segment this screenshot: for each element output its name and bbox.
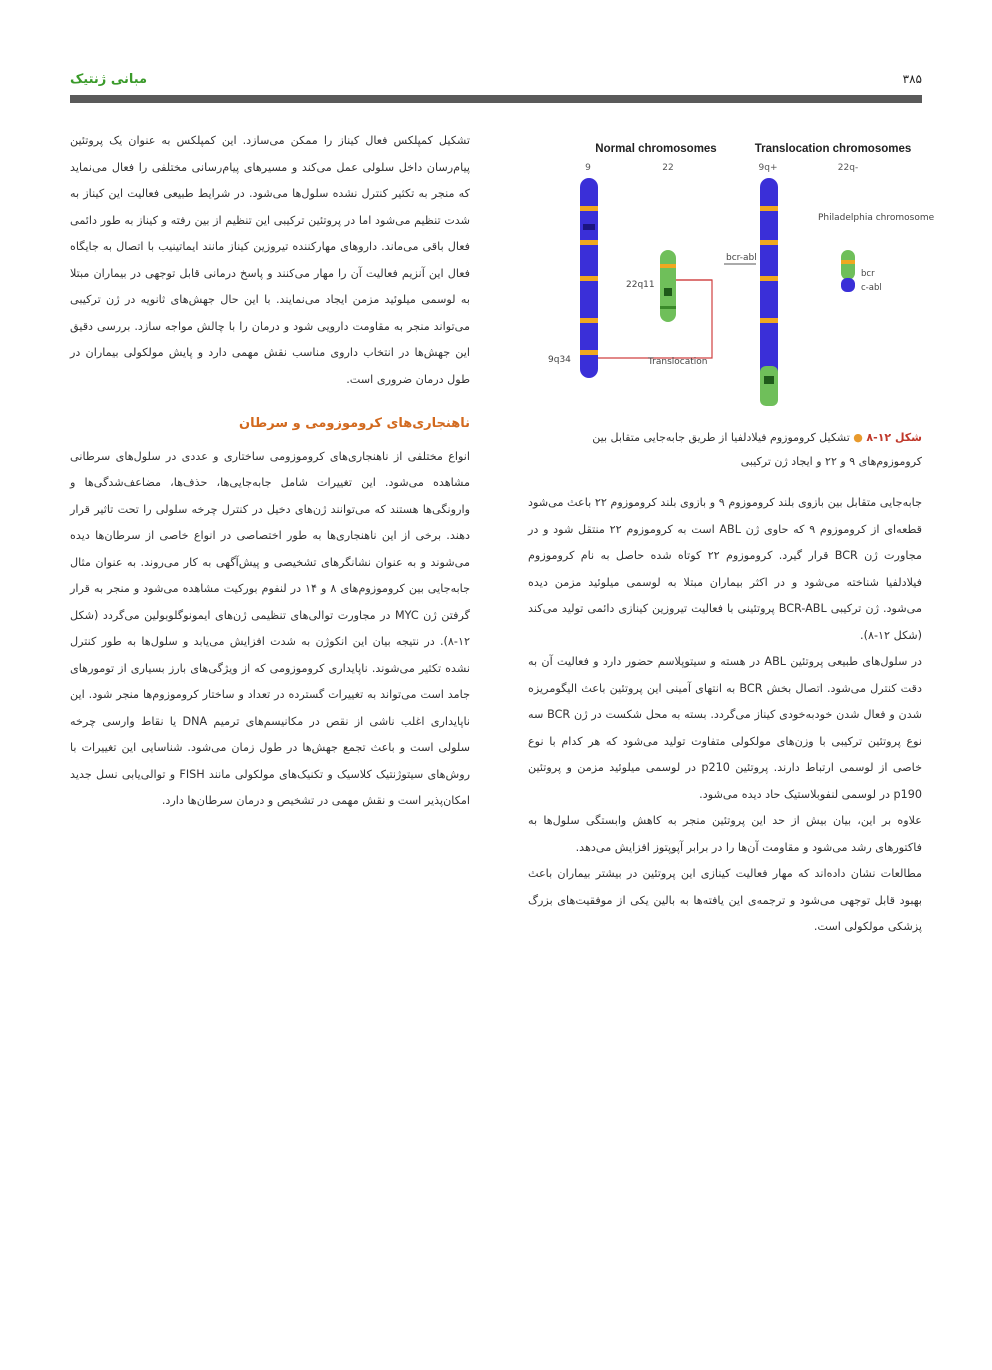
bcr-label: bcr xyxy=(861,269,875,279)
header-brand: مبانی ژنتیک xyxy=(70,72,148,87)
figure-caption xyxy=(528,426,922,474)
translocation-connector xyxy=(598,280,712,358)
right-paragraph-4: مطالعات نشان داده‌اند که مهار فعالیت کینازی این پروتئین در بیشتر بیماران باعث بهبود قابل توجهی می‌شود و ترجمه‌ی این یافته‌ها به بالین یکی از موفقیت‌های بزرگ پزشکی مولکولی است. xyxy=(528,867,922,933)
chromosome-figure xyxy=(528,128,935,418)
fusion-label: bcr-abl xyxy=(726,253,757,263)
chromosome-9q-plus xyxy=(760,178,778,406)
abl-label: c-abl xyxy=(861,283,882,293)
chromosome-9 xyxy=(580,178,598,378)
breakpoint-label-22: 22q11 xyxy=(626,280,655,290)
chrom-label-22q-minus: 22q- xyxy=(837,163,859,173)
right-paragraph-2: در سلول‌های طبیعی پروتئین ABL در هسته و سیتوپلاسم حضور دارد و فعالیت آن به دقت کنترل می‌شود. اتصال بخش BCR به انتهای آمینی این پروتئین باعث الیگومریزه شدن و فعال شدن خودبه‌خودی کیناز می‌گردد. بسته به محل شکست در ژن BCR سه نوع پروتئین ترکیبی با وزن‌های مولکولی متفاوت تولید می‌شود که هر کدام با نوع خاصی از لوسمی ارتباط دارند. پروتئین p210 در لوسمی میلوئید مزمن و پروتئین p190 در لوسمی لنفوبلاستیک حاد دیده می‌شود. xyxy=(528,655,922,801)
chromosome-22q-minus xyxy=(841,250,855,292)
right-column xyxy=(528,490,922,941)
figure-title-normal: Normal chromosomes xyxy=(595,143,717,155)
chrom-label-9: 9 xyxy=(585,163,591,173)
caption-bullet-icon: ● xyxy=(853,431,863,444)
chrom-label-22: 22 xyxy=(662,163,674,173)
left-section-paragraph-1: انواع مختلفی از ناهنجاری‌های کروموزومی ساختاری و عددی در سلول‌های سرطانی مشاهده می‌شود. این تغییرات شامل جابه‌جایی‌ها، حذف‌ها، مضاعف‌شدگی‌ها و وارونگی‌ها هستند که می‌توانند ژن‌های دخیل در کنترل چرخه سلولی را تحت تاثیر قرار دهند. برخی از این ناهنجاری‌ها به طور اختصاصی در انواع خاصی از سرطان‌ها دیده می‌شوند و به عنوان نشانگرهای تشخیصی و پیش‌آگهی به کار می‌روند. به عنوان مثال جابه‌جایی بین کروموزوم‌های ۸ و ۱۴ در لنفوم بورکیت مشاهده می‌شود و منجر به قرار گرفتن ژن MYC در مجاورت توالی‌های تنظیمی ژن‌های ایمونوگلوبولین می‌گردد (شکل ۱۲-۸). در نتیجه بیان این انکوژن به شدت افزایش می‌یابد و سلول‌ها به طور کنترل نشده تکثیر می‌شوند. ناپایداری کروموزومی که از ویژگی‌های بارز بسیاری از تومورهای جامد است می‌تواند به تغییرات گسترده در تعداد و ساختار کروموزوم‌ها منجر شود. این ناپایداری اغلب ناشی از نقص در مکانیسم‌های ترمیم DNA یا نقاط وارسی چرخه سلولی است و باعث تجمع جهش‌ها در طول زمان می‌شود. شناسایی این تغییرات با روش‌های سیتوژنتیک کلاسیک و تکنیک‌های مولکولی مانند FISH و توالی‌یابی نسل جدید امکان‌پذیر است و نقش مهمی در تشخیص و درمان سرطان‌ها دارد. xyxy=(70,449,471,807)
breakpoint-label-9: 9q34 xyxy=(548,355,571,365)
caption-label: شکل ۱۲-۸ xyxy=(866,431,922,444)
page-header xyxy=(70,70,922,90)
chromosome-22 xyxy=(660,250,676,322)
right-paragraph-1: جابه‌جایی متقابل بین بازوی بلند کروموزوم ۹ و بازوی بلند کروموزوم ۲۲ باعث می‌شود قطعه‌ای از کروموزوم ۹ که حاوی ژن ABL است به کروموزوم ۲۲ منتقل شود و در مجاورت ژن BCR قرار گیرد. کروموزوم ۲۲ کوتاه شده حاصل به نام کروموزوم فیلادلفیا شناخته می‌شود و در اکثر بیماران مبتلا به لوسمی میلوئید مزمن دیده می‌شود. ژن ترکیبی BCR-ABL پروتئینی با فعالیت تیروزین کینازی دائمی تولید می‌کند (شکل ۱۲-۸). xyxy=(528,496,923,642)
caption-text: تشکیل کروموزوم فیلادلفیا از طریق جابه‌جایی متقابل بین کروموزوم‌های ۹ و ۲۲ و ایجاد ژن ترکیبی xyxy=(592,431,922,468)
page-number: ۳۸۵ xyxy=(902,72,922,86)
header-rule xyxy=(70,95,922,103)
right-paragraph-3: علاوه بر این، بیان بیش از حد این پروتئین منجر به کاهش وابستگی سلول‌ها به فاکتورهای رشد می‌شود و مقاومت آن‌ها را در برابر آپوپتوز افزایش می‌دهد. xyxy=(528,814,922,854)
philadelphia-label: Philadelphia chromosome xyxy=(818,213,935,223)
left-column xyxy=(70,128,470,815)
section-title: ناهنجاری‌های کروموزومی و سرطان xyxy=(239,416,470,431)
left-paragraph-1: تشکیل کمپلکس فعال کیناز را ممکن می‌سازد. این کمپلکس به عنوان یک پروتئین پیام‌رسان داخل سلولی عمل می‌کند و مسیرهای پیام‌رسانی مختلفی را فعال می‌نماید که منجر به تکثیر کنترل نشده سلول‌ها می‌شود. در شرایط طبیعی فعالیت این کیناز به شدت تنظیم می‌شود اما در پروتئین ترکیبی این تنظیم از بین رفته و کیناز به طور دائمی فعال باقی می‌ماند. داروهای مهارکننده تیروزین کیناز مانند ایماتینیب با اتصال به جایگاه فعال این آنزیم فعالیت آن را مهار می‌کنند و پاسخ درمانی قابل توجهی در بیماران مبتلا به لوسمی میلوئید مزمن ایجاد می‌نمایند. با این حال جهش‌های ثانویه در ژن ترکیبی می‌تواند منجر به مقاومت دارویی شود و درمان را با چالش مواجه سازد. بررسی دقیق این جهش‌ها در انتخاب داروی مناسب نقش مهمی دارد و پایش مولکولی بیماران در طول درمان ضروری است. xyxy=(70,134,470,386)
translocation-label: Translocation xyxy=(648,357,708,367)
chrom-label-9q-plus: 9q+ xyxy=(758,163,778,173)
figure-title-translocation: Translocation chromosomes xyxy=(754,143,912,155)
